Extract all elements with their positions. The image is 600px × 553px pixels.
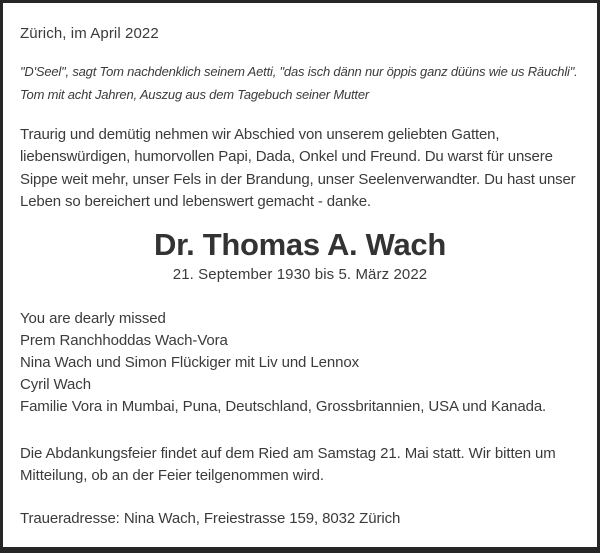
- mourner-line: Prem Ranchhoddas Wach-Vora: [20, 332, 228, 350]
- deceased-name-heading: Dr. Thomas A. Wach: [153, 227, 447, 263]
- mourners-list: [20, 308, 580, 418]
- service-line: Mitteilung, ob an der Feier teilgenommen wird.: [20, 467, 324, 485]
- tribute-line: liebenswürdigen, humorvollen Papi, Dada, Onkel und Freund. Du warst für unsere: [20, 148, 553, 166]
- mourner-line: Cyril Wach: [20, 376, 91, 394]
- quote-attribution: Tom mit acht Jahren, Auszug aus dem Tagebuch seiner Mutter: [20, 86, 369, 102]
- mourner-line: Nina Wach und Simon Flückiger mit Liv und Lennox: [20, 354, 359, 372]
- dateline: Zürich, im April 2022: [20, 25, 159, 42]
- service-info: [20, 443, 580, 487]
- tribute-line: Leben so bereichert und lebenswert gemacht - danke.: [20, 192, 371, 210]
- tribute-paragraph: [20, 124, 580, 213]
- mourner-line: Familie Vora in Mumbai, Puna, Deutschland, Grossbritannien, USA und Kanada.: [20, 398, 547, 416]
- tribute-line: Traurig und demütig nehmen wir Abschied von unserem geliebten Gatten,: [20, 126, 500, 143]
- tribute-line: Sippe weit mehr, unser Fels in der Brandung, unser Seelenverwandter. Du hast unser: [20, 170, 576, 188]
- mourner-line: You are dearly missed: [20, 310, 166, 328]
- epigraph-quote: [20, 61, 580, 106]
- quote-line: "D'Seel", sagt Tom nachdenklich seinem Aetti, "das isch dänn nur öppis ganz düüns wie us Räuchli".: [20, 64, 578, 79]
- service-line: Die Abdankungsfeier findet auf dem Ried am Samstag 21. Mai statt. Wir bitten um: [20, 445, 556, 463]
- mourning-address: Traueradresse: Nina Wach, Freiestrasse 159, 8032 Zürich: [20, 510, 401, 528]
- life-dates: 21. September 1930 bis 5. März 2022: [172, 266, 428, 284]
